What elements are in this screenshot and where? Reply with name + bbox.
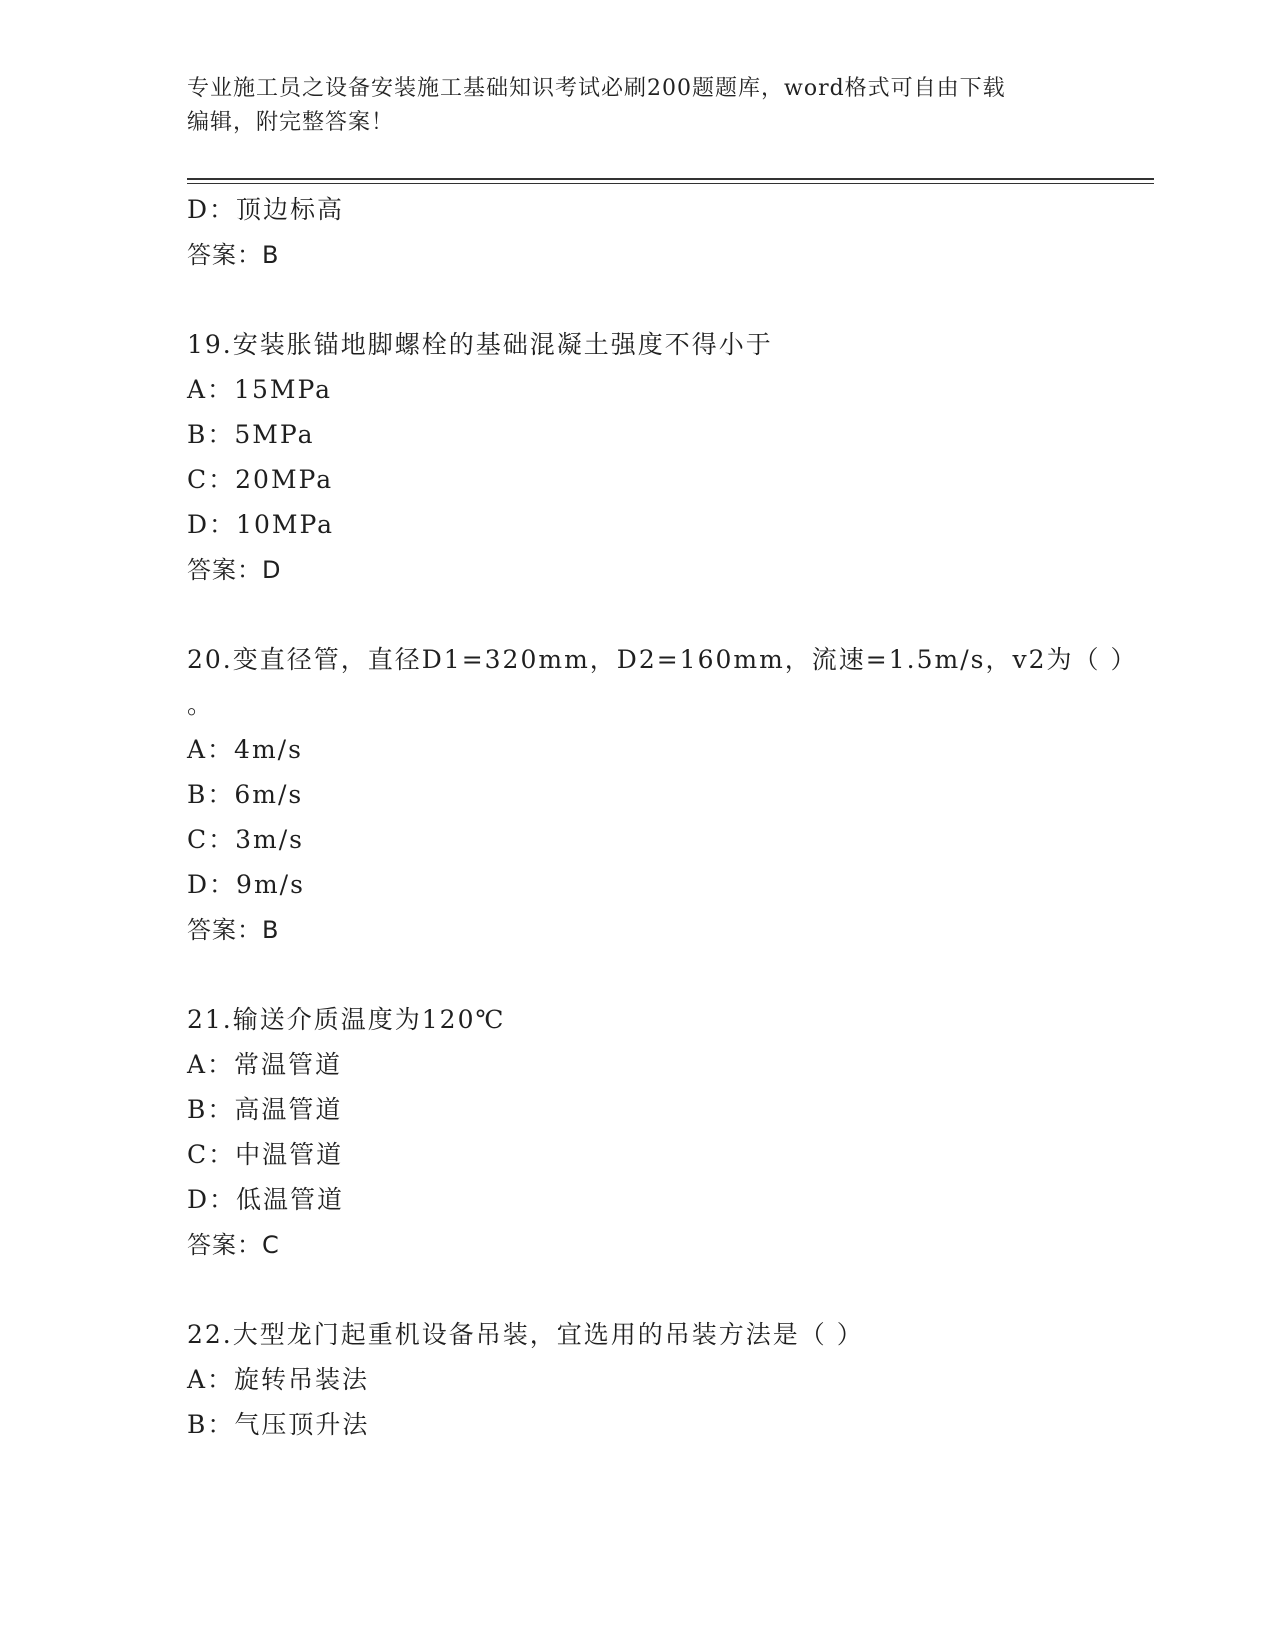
q21-question: 21.输送介质温度为120℃ — [187, 1005, 506, 1034]
q22-question: 22.大型龙门起重机设备吊装，宜选用的吊装方法是（ ） — [187, 1320, 864, 1349]
q20-answer: 答案：B — [187, 916, 280, 944]
header-divider-thick — [187, 178, 1154, 180]
q22-option-b: B：气压顶升法 — [187, 1410, 370, 1439]
q20-question-continuation: 。 — [187, 690, 215, 719]
q21-option-c: C：中温管道 — [187, 1140, 344, 1169]
q19-question: 19.安装胀锚地脚螺栓的基础混凝土强度不得小于 — [187, 330, 773, 359]
q21-option-d: D：低温管道 — [187, 1185, 345, 1214]
q19-option-b: B：5MPa — [187, 420, 315, 449]
q21-answer: 答案：C — [187, 1231, 280, 1259]
q20-option-a: A：4m/s — [187, 735, 303, 764]
q22-option-a: A：旋转吊装法 — [187, 1365, 370, 1394]
q19-answer: 答案：D — [187, 556, 282, 584]
header-title-line-2: 编辑，附完整答案！ — [187, 110, 395, 135]
q21-option-a: A：常温管道 — [187, 1050, 343, 1079]
document-header — [187, 72, 1087, 140]
q19-option-c: C：20MPa — [187, 465, 334, 494]
header-title-line-1: 专业施工员之设备安装施工基础知识考试必刷200题题库，word格式可自由下载 — [187, 76, 1006, 101]
q21-option-b: B：高温管道 — [187, 1095, 343, 1124]
q18-answer: 答案：B — [187, 241, 280, 269]
q20-question: 20.变直径管，直径D1=320mm，D2=160mm，流速=1.5m/s，v2为（ ） — [187, 645, 1138, 674]
q18-option-d: D：顶边标高 — [187, 195, 345, 224]
q20-option-d: D：9m/s — [187, 870, 305, 899]
header-divider-thin — [187, 183, 1154, 184]
q20-option-b: B：6m/s — [187, 780, 304, 809]
q19-option-a: A：15MPa — [187, 375, 333, 404]
q20-option-c: C：3m/s — [187, 825, 304, 854]
q19-option-d: D：10MPa — [187, 510, 335, 539]
